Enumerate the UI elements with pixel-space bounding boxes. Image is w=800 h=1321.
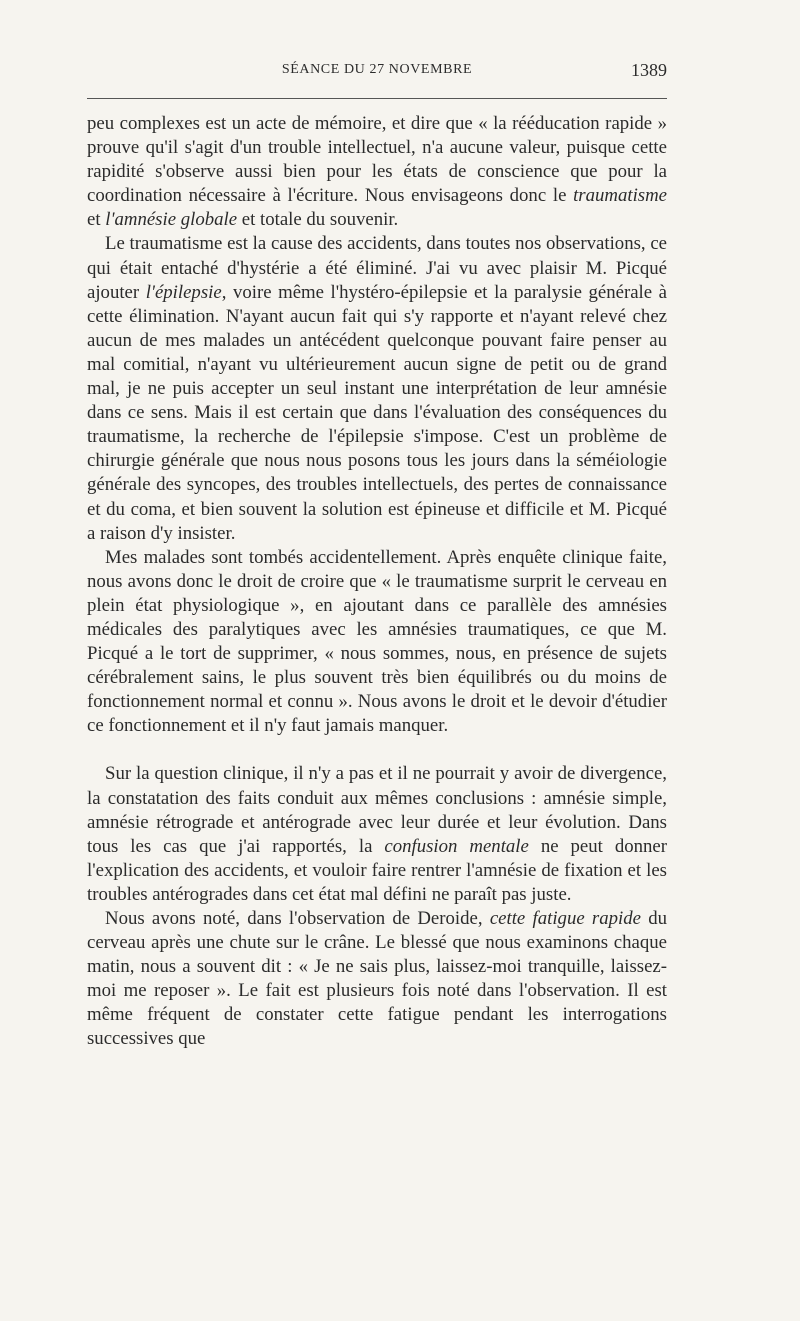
paragraph [87,907,667,1052]
body-text [87,112,667,1052]
text-span: et totale du souvenir. [237,209,399,231]
italic-phrase: confusion mentale [384,835,529,857]
paragraph [87,112,667,232]
paragraph [87,232,667,545]
italic-phrase: l'amnésie globale [105,209,238,231]
text-span: peu complexes est un acte de mémoire, et dire que « la rééducation rapide » prouve qu'il s'agit d'un trouble intellectuel, n'a aucune valeur, puisque cette rapidité s'observe aussi bien pour les états de conscience que pour la coordination nécessaire à l'écriture. Nous envisageons donc le [87,113,667,207]
text-span: Le traumatisme est la cause des accidents, dans toutes nos observations, ce qui était entaché d'hystérie a été éliminé. J'ai vu avec plaisir M. Picqué ajouter [87,233,667,303]
italic-phrase: cette fatigue rapide [489,908,641,929]
paragraph [87,762,667,907]
text-span: Mes malades sont tombés accidentellement. Après enquête clinique faite, nous avons donc le droit de croire que « le traumatisme surprit le cerveau en plein état physiologique », en ajoutant dans ce parallèle des amnésies médicales des paralytiques avec les amnésies traumatiques, ce que M. Picqué a le tort de supprimer, « nous sommes, nous, en présence de sujets cérébralement sains, le plus souvent très bien équilibrés ou du moins de fonctionnement normal et connu ». Nous avons le droit et le devoir d'étudier ce fonctionnement et il n'y faut jamais manquer. [87,546,667,737]
header-rule [87,98,667,99]
text-span: Nous avons noté, dans l'observation de Deroide, [105,908,490,929]
text-span: Sur la question clinique, il n'y a pas et il ne pourrait y avoir de divergence, la constatation des faits conduit aux mêmes conclusions : amnésie simple, amnésie rétrograde et antérograde avec leur durée et leur évolution. Dans tous les cas que j'ai rapportés, la [87,763,667,857]
text-span: , voire même l'hystéro-épilepsie et la paralysie générale à cette élimination. N'ayant aucun fait qui s'y rapporte et n'ayant relevé chez aucun de mes malades un antécédent quelconque pouvant faire penser au mal comitial, n'ayant vu ultérieurement aucun signe de petit ou de grand mal, je ne puis accepter un seul instant une interprétation de leur amnésie dans ce sens. Mais il est certain que dans l'évaluation des conséquences du traumatisme, la recherche de l'épilepsie s'impose. C'est un problème de chirurgie générale que nous nous posons tous les jours dans la séméiologie générale des syncopes, des troubles intellectuels, des pertes de connaissance et du coma, et bien souvent la solution est épineuse et difficile et M. Picqué a raison d'y insister. [87,281,668,544]
text-span: et [87,209,106,231]
page-number: 1389 [631,60,667,80]
paragraph [87,546,667,739]
italic-phrase: l'épilepsie [145,281,222,303]
running-title: SÉANCE DU 27 NOVEMBRE [281,62,473,77]
text-span: du cerveau après une chute sur le crâne. Le blessé que nous examinons chaque matin, nous a souvent dit : « Je ne sais plus, laissez-moi tranquille, laissez-moi me reposer ». Le fait est plusieurs fois noté dans l'observation. Il est même fréquent de constater cette fatigue pendant les interrogations successives que [87,908,667,1050]
italic-phrase: traumatisme [573,185,667,207]
page-header [87,60,667,88]
text-span: ne peut donner l'explication des accidents, et vouloir faire rentrer l'amnésie de fixation et les troubles antérogrades dans cet état mal défini ne paraît pas juste. [87,835,667,905]
